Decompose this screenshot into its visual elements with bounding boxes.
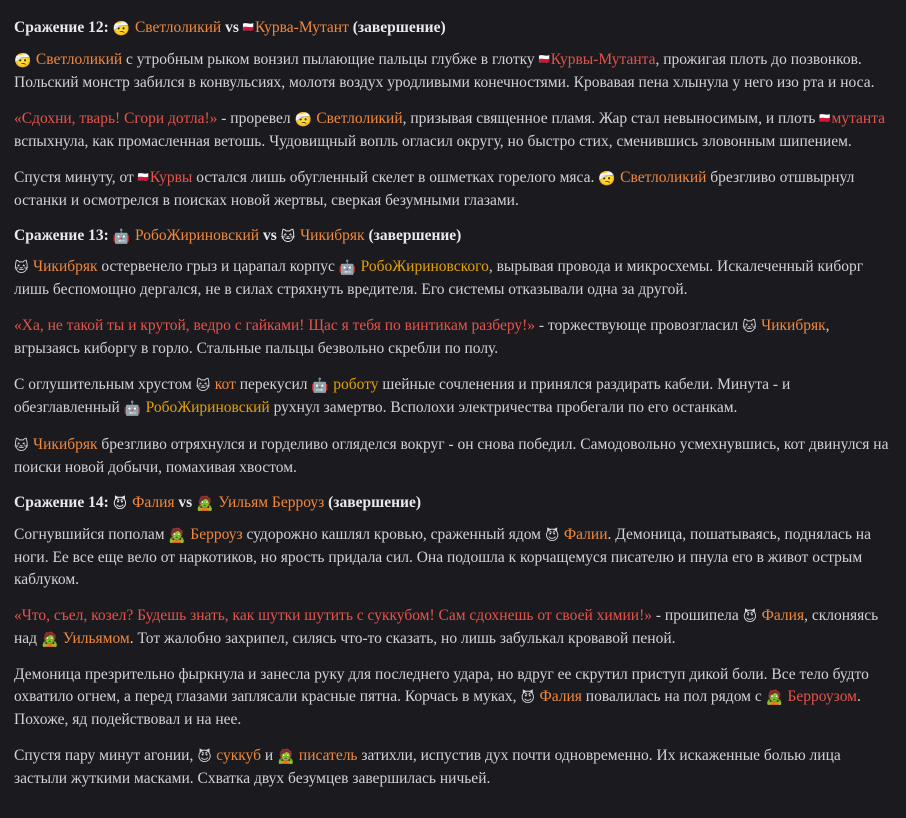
character-name: Светлоликий: [35, 50, 123, 68]
character-name: РобоЖириновского: [360, 258, 489, 276]
narration-text: - проревел: [217, 109, 295, 127]
character-name: Курвы-Мутанта: [550, 50, 656, 68]
battle-paragraph: [14, 605, 892, 651]
character-emoji-icon: 🧟: [765, 690, 788, 707]
battle-entry: [14, 493, 892, 790]
fighter2-name: Чикибряк: [300, 226, 365, 244]
battle-number-label: Сражение 12:: [14, 19, 113, 36]
narration-text: . Демоница, пошатываясь, поднялась на ноги. Ее все еще вело от наркотиков, но ярость придала сил. Она подошла к корчащемуся писателю и пнула его в живот острым каблуком.: [14, 525, 871, 588]
character-name: мутанта: [831, 109, 886, 127]
battle-paragraph: [14, 49, 892, 94]
narration-text: - торжествующе провозгласил: [535, 317, 743, 335]
character-name: Фалия: [539, 688, 582, 706]
fighter1-emoji-icon: 😈: [112, 495, 133, 512]
narration-text: затихли, испустив дух почти одновременно. Их искаженные болью лица застыли жуткими масками. Схватка двух безумцев завершилась ничьей.: [14, 747, 841, 788]
fighter2-flag-icon: 🇵🇱: [242, 23, 254, 33]
character-name: роботу: [333, 376, 379, 394]
fighter1-name: РобоЖириновский: [134, 226, 260, 244]
battle-paragraph: [14, 524, 892, 591]
battle-paragraph: [14, 167, 892, 212]
battle-header: [14, 226, 892, 247]
character-emoji-icon: 🤕: [14, 52, 36, 69]
battle-header: [14, 18, 892, 39]
battle-paragraph: [14, 374, 892, 420]
country-flag-icon: 🇵🇱: [538, 54, 550, 65]
vs-label: vs: [174, 493, 197, 511]
narration-text: , призывая священное пламя. Жар стал невыносимым, и плоть: [402, 109, 820, 127]
country-flag-icon: 🇵🇱: [137, 172, 149, 183]
narration-text: , прожигая плоть до позвонков. Польский монстр забился в конвульсиях, молотя воздух уродливыми конечностями. Кровавая пена хлынула у него изо рта и носа.: [14, 50, 875, 91]
dialogue-quote: «Ха, не такой ты и крутой, ведро с гайками! Щас я тебя по винтикам разберу!»: [14, 317, 536, 335]
character-emoji-icon: 🧟: [168, 527, 191, 544]
character-emoji-icon: 🐱: [14, 260, 34, 277]
fighter2-name: Уильям Берроуз: [218, 493, 325, 511]
battle-number-label: Сражение 13:: [14, 226, 113, 244]
character-emoji-icon: 😈: [742, 608, 762, 625]
narration-text: , вгрызаясь киборгу в горло. Стальные пальцы безвольно скребли по полу.: [14, 317, 830, 358]
character-name: кот: [214, 376, 236, 394]
narration-text: - прошипела: [652, 606, 743, 624]
character-name: РобоЖириновский: [145, 399, 270, 417]
battle-header: [14, 493, 892, 514]
character-emoji-icon: 😈: [544, 527, 564, 544]
narration-text: . Тот жалобно захрипел, силясь что-то сказать, но лишь забулькал кровавой пеной.: [129, 629, 676, 647]
character-name: Светлоликий: [620, 168, 707, 186]
vs-label: vs: [259, 226, 281, 244]
narration-text: повалилась на пол рядом с: [581, 688, 766, 706]
character-name: суккуб: [216, 747, 261, 765]
battle-number-label: Сражение 14:: [14, 493, 113, 511]
narration-text: и: [260, 747, 278, 765]
narration-text: судорожно кашлял кровью, сраженный ядом: [242, 525, 545, 543]
character-emoji-icon: 🐱: [195, 378, 215, 395]
character-name: Курвы: [149, 168, 193, 186]
character-emoji-icon: 😈: [520, 690, 540, 707]
character-emoji-icon: 🤕: [294, 111, 317, 128]
character-emoji-icon: 🤖: [338, 260, 361, 277]
character-emoji-icon: 🤖: [123, 401, 146, 418]
narration-text: остался лишь обугленный скелет в ошметках горелого мяса.: [192, 168, 599, 186]
character-emoji-icon: 🧟: [40, 631, 63, 648]
narration-text: с утробным рыком вонзил пылающие пальцы глубже в глотку: [122, 50, 539, 68]
narration-text: Спустя пару минут агонии,: [14, 747, 198, 765]
battle-status-label: (завершение): [348, 19, 446, 36]
character-emoji-icon: 🤖: [311, 378, 334, 395]
character-name: Фалии: [563, 525, 608, 543]
battle-list: [14, 18, 892, 790]
narration-text: , вырывая провода и микросхемы. Искалеченный киборг лишь беспомощно дергался, не в силах стряхнуть вредителя. Его системы отказывали одна за другой.: [14, 258, 864, 299]
fighter1-name: Светлоликий: [134, 19, 222, 36]
battle-entry: [14, 226, 892, 479]
fighter2-emoji-icon: 🧟: [196, 495, 219, 512]
battle-paragraph: [14, 108, 892, 153]
battle-paragraph: [14, 745, 892, 790]
character-name: Уильямом: [62, 629, 130, 647]
fighter2-name: Курва-Мутант: [254, 19, 349, 36]
narration-text: Спустя минуту, от: [14, 168, 138, 186]
character-emoji-icon: 🐱: [14, 437, 34, 454]
narration-text: вспыхнула, как промасленная ветошь. Чудовищный вопль огласил округу, но быстро стих, сменившись зловонным шипением.: [14, 132, 852, 150]
battle-paragraph: [14, 315, 892, 360]
battle-paragraph: [14, 256, 892, 301]
fighter2-emoji-icon: 🐱: [280, 228, 301, 245]
battle-entry: [14, 18, 892, 212]
vs-label: vs: [221, 19, 243, 36]
battle-status-label: (завершение): [324, 493, 421, 511]
character-name: Берроуз: [190, 525, 243, 543]
country-flag-icon: 🇵🇱: [819, 113, 831, 124]
character-name: Чикибряк: [33, 258, 98, 276]
battle-status-label: (завершение): [364, 226, 462, 244]
narration-text: , склоняясь над: [14, 606, 879, 647]
character-emoji-icon: 🐱: [742, 319, 762, 336]
fighter1-name: Фалия: [132, 493, 175, 511]
character-name: Берроузом: [787, 688, 857, 706]
narration-text: рухнул замертво. Всполохи электричества пробегали по его останкам.: [269, 399, 738, 417]
fighter1-emoji-icon: 🤖: [112, 228, 135, 245]
narration-text: Согнувшийся пополам: [14, 525, 169, 543]
character-name: Чикибряк: [761, 317, 826, 335]
narration-text: брезгливо отряхнулся и горделиво огляделся вокруг - он снова победил. Самодовольно усмехнувшись, кот двинулся на поиски новой добычи, помахивая хвостом.: [14, 435, 889, 476]
character-emoji-icon: 😈: [197, 749, 217, 766]
character-name: Чикибряк: [33, 435, 98, 453]
narration-text: . Похоже, яд подействовал и на нее.: [14, 688, 861, 729]
character-name: Светлоликий: [316, 109, 403, 127]
character-name: писатель: [298, 747, 358, 765]
character-name: Фалия: [761, 606, 805, 624]
narration-text: остервенело грыз и царапал корпус: [97, 258, 339, 276]
dialogue-quote: «Что, съел, козел? Будешь знать, как шутки шутить с суккубом! Сам сдохнешь от своей химии!»: [14, 606, 652, 624]
battle-paragraph: [14, 664, 892, 731]
character-emoji-icon: 🤕: [598, 170, 621, 187]
narration-text: перекусил: [235, 376, 312, 394]
narration-text: Демоница презрительно фыркнула и занесла руку для последнего удара, но вдруг ее скрутил приступ дикой боли. Все тело будто охватило огнем, а перед глазами заплясали красные пятна. Корчась в муках,: [14, 666, 869, 706]
dialogue-quote: «Сдохни, тварь! Сгори дотла!»: [14, 109, 218, 127]
fighter1-emoji-icon: 🤕: [112, 21, 135, 37]
battle-paragraph: [14, 434, 892, 479]
narration-text: С оглушительным хрустом: [14, 376, 196, 394]
narration-text: брезгливо отшвырнул останки и осмотрелся в поисках новой жертвы, сверкая безумными глазами.: [14, 168, 855, 209]
narration-text: шейные сочленения и принялся раздирать кабели. Минута - и обезглавленный: [14, 376, 791, 417]
character-emoji-icon: 🧟: [277, 749, 299, 766]
